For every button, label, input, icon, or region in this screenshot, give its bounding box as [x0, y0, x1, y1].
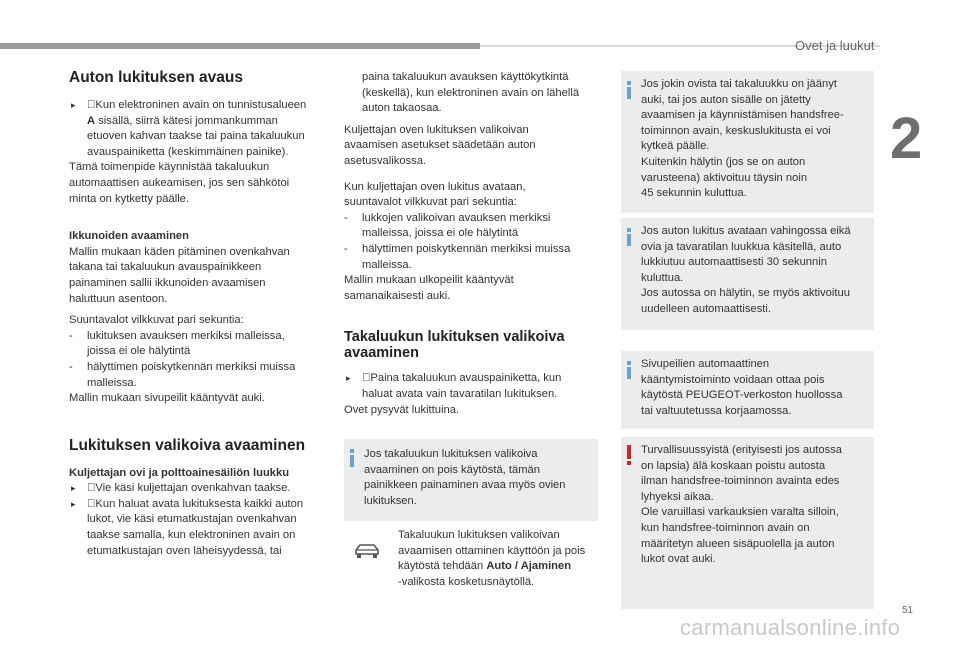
arrow-bullet-icon: ▸: [71, 498, 76, 509]
heading-unlocking: Auton lukituksen avaus: [69, 69, 243, 86]
car-settings-icon: [353, 541, 381, 561]
bullet-item: ▸ Vie käsi kuljettajan ovenkahvan taakse.: [69, 481, 334, 497]
paragraph: Mallin mukaan käden pitäminen ovenkahvan takana tai takaluukun avauspainikkeen painaminen sallii ikkunoiden avaamisen haluttuun asentoon.: [69, 245, 290, 305]
paragraph: Suuntavalot vilkkuvat pari sekuntia:: [69, 314, 244, 327]
bullet-item: ▸ Kun elektroninen avain on tunnistusalueen A sisällä, siirrä kätesi jommankumman etuoven kahvan taakse tai paina takaluukun avauspainiketta (keskimmäinen painike).: [71, 99, 307, 158]
bullet-item: ▸ Paina takaluukun avauspainiketta, kun haluat avata vain tavaratilan lukituksen.: [346, 372, 562, 400]
warning-icon: [627, 445, 631, 465]
info-note-auto-relock: Jos auton lukitus avataan vahingossa eikä ovia ja tavaratilan luukkua käsitellä, auto lukkiutuu automaattisesti 30 sekunnin kuluttua. Jos autossa on hälytin, se myös aktivoituu uudelleen automaattisesti.: [621, 218, 874, 330]
car-settings-note: Takaluukun lukituksen valikoivan avaamisen ottaminen käyttöön ja pois käytöstä tehdään Auto / Ajaminen -valikosta kosketusnäytöllä.: [398, 529, 586, 588]
column-2: [344, 70, 604, 418]
paragraph: Mallin mukaan sivupeilit kääntyvät auki.: [69, 392, 265, 405]
dash-item: - hälyttimen poiskytkennän merkiksi muissa malleissa.: [69, 360, 296, 389]
arrow-bullet-icon: ▸: [71, 100, 76, 110]
chapter-number: 2: [890, 106, 923, 171]
column-1: [69, 69, 334, 559]
info-icon: [350, 449, 354, 467]
info-note-tailgate: Jos takaluukun lukituksen valikoiva avaaminen on pois käytöstä, tämän painikkeen painaminen avaa myös ovien lukituksen.: [344, 439, 598, 521]
watermark: carmanualsonline.info: [680, 615, 901, 640]
bullet-item: ▸ Kun haluat avata lukituksesta kaikki auton lukot, vie käsi etumatkustajan ovenkahvan taakse samalla, kun elektroninen avain on etumatkustajan oven läheisyydessä, tai: [71, 497, 304, 557]
subheading-driver-door: Kuljettajan ovi ja polttoainesäiliön luukku: [69, 466, 290, 479]
header-rule-dark: [0, 43, 480, 49]
section-title: Ovet ja luukut: [795, 38, 875, 53]
paragraph: Mallin mukaan ulkopeilit kääntyvät samanaikaisesti auki.: [344, 274, 514, 302]
paragraph: paina takaluukun avauksen käyttökytkintä (keskellä), kun elektroninen avain on lähellä auton takaosaa.: [362, 71, 580, 115]
dash-item: - hälyttimen poiskytkennän merkiksi muissa malleissa.: [344, 242, 571, 271]
info-icon: [627, 361, 631, 379]
paragraph: Kun kuljettajan oven lukitus avataan, suuntavalot vilkkuvat pari sekuntia:: [344, 180, 526, 209]
info-note-doors-open: Jos jokin ovista tai takaluukku on jäänyt auki, tai jos auton sisälle on jätetty avaamisen ja käynnistämisen handsfree- toiminnon avain, keskuslukitusta ei voi kytkeä päälle. Kuitenkin hälytin (jos se on auton varusteena) aktivoituu täysin noin 45 sekunnin kuluttua.: [621, 71, 874, 213]
paragraph: Tämä toimenpide käynnistää takaluukun automaattisen aukeamisen, jos sen sähkötoi minta on kytketty päälle.: [69, 161, 290, 205]
dash-item: - lukituksen avauksen merkiksi malleissa, joissa ei ole hälytintä: [69, 329, 285, 358]
paragraph: Ovet pysyvät lukittuina.: [344, 403, 460, 416]
heading-tailgate-unlocking: Takaluukun lukituksen valikoiva avaaminen: [344, 329, 565, 362]
warning-note-safety: Turvallisuussyistä (erityisesti jos autossa on lapsia) älä koskaan poistu autosta ilman handsfree-toiminnon avainta edes lyhyeksi aikaa. Ole varuillasi varkauksien varalta silloin, kun handsfree-toiminnon avain on määritetyn alueen sisäpuolella ja auton lukot ovat auki.: [621, 437, 874, 609]
paragraph: Kuljettajan oven lukituksen valikoivan avaamisen asetukset säädetään auton asetusvalikossa.: [344, 123, 536, 167]
info-note-mirrors: Sivupeilien automaattinen kääntymistoiminto voidaan ottaa pois käytöstä PEUGEOT-verkoston huollossa tai valtuutetussa korjaamossa.: [621, 351, 874, 429]
info-icon: [627, 228, 631, 246]
arrow-bullet-icon: ▸: [71, 483, 76, 494]
page-number: 51: [902, 605, 914, 616]
info-icon: [627, 81, 631, 99]
arrow-bullet-icon: ▸: [346, 373, 351, 384]
subheading-windows: Ikkunoiden avaaminen: [69, 230, 189, 243]
heading-selective-unlocking: Lukituksen valikoiva avaaminen: [69, 436, 306, 454]
dash-item: - lukkojen valikoivan avauksen merkiksi malleissa, joissa ei ole hälytintä: [344, 211, 551, 240]
